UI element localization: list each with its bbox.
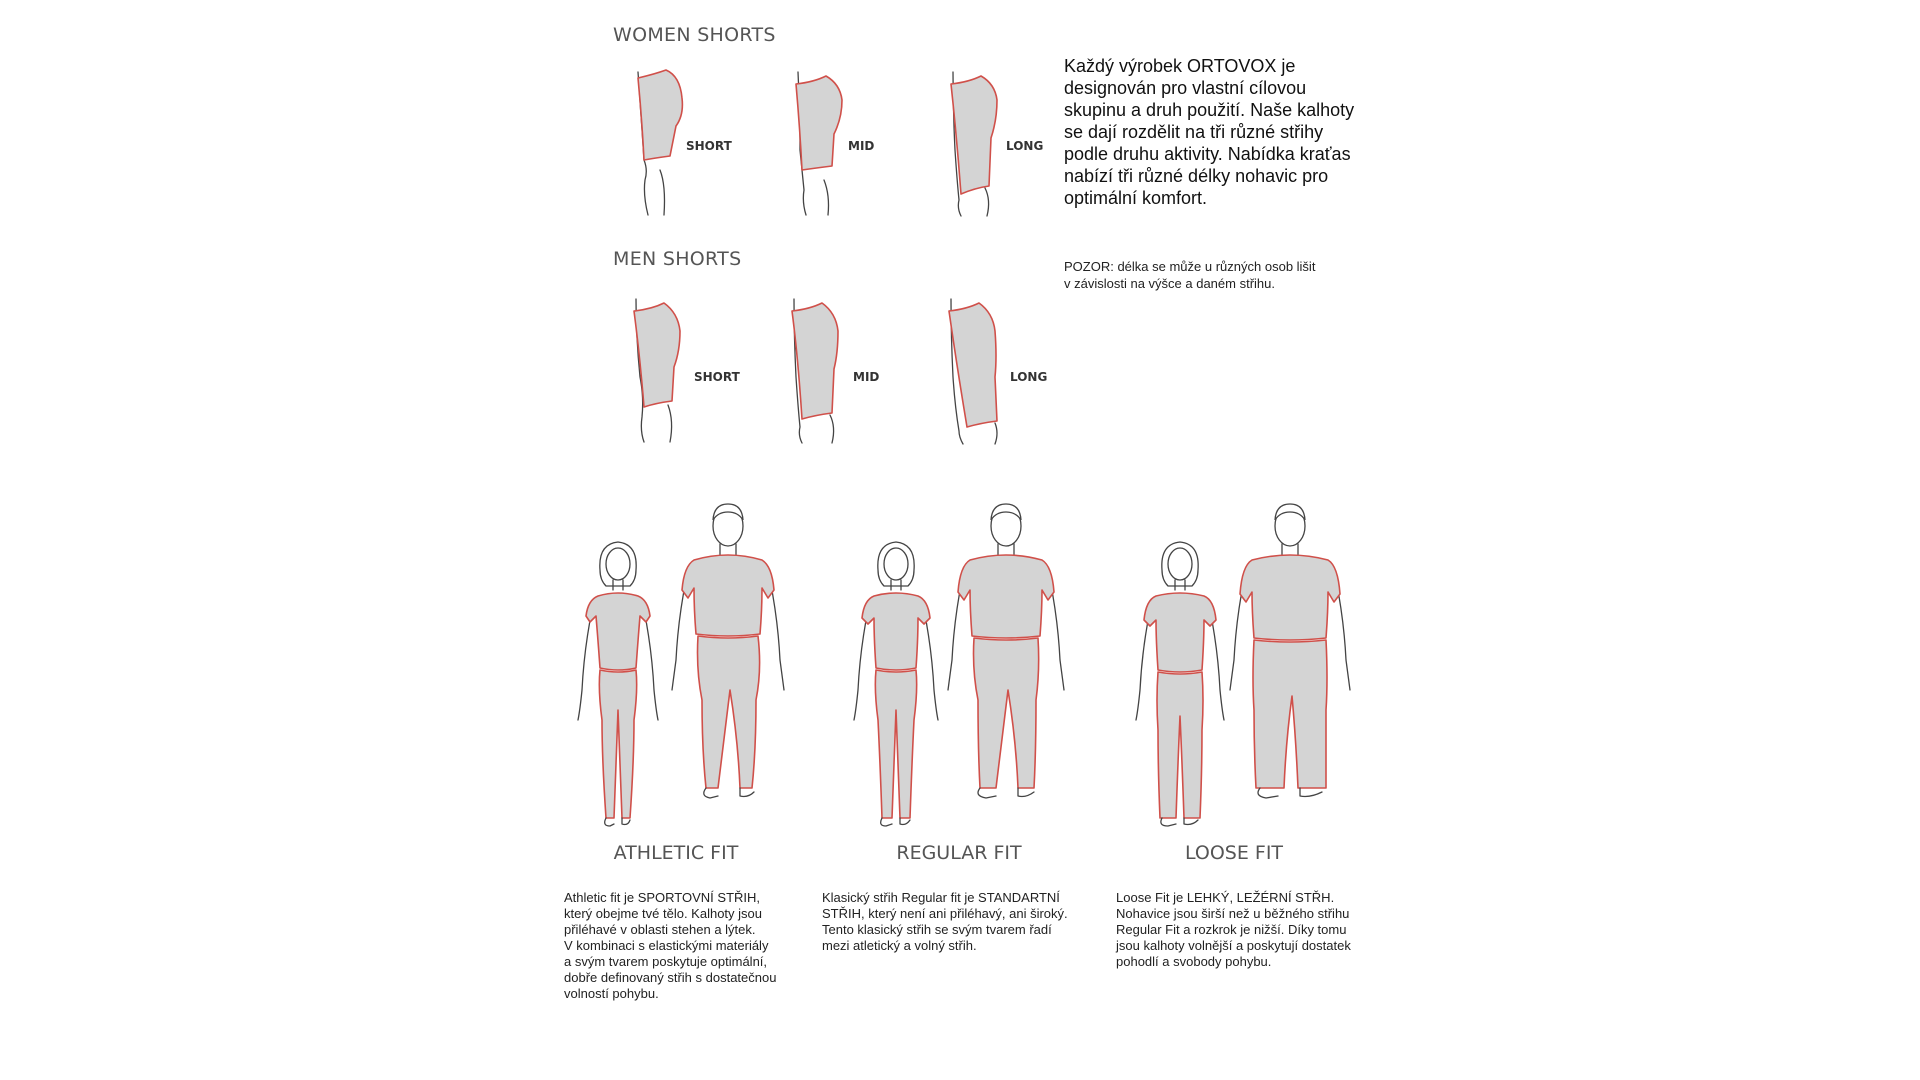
athletic-line-3: přiléhavé v oblasti stehen a lýtek. xyxy=(564,922,756,937)
regular-fit-man-figure xyxy=(946,500,1066,805)
women-shorts-title: WOMEN SHORTS xyxy=(613,24,776,46)
athletic-fit-man-figure xyxy=(668,500,788,805)
loose-line-2: Nohavice jsou širší než u běžného střihu xyxy=(1116,906,1350,921)
regular-line-3: Tento klasický střih se svým tvarem řadí xyxy=(822,922,1052,937)
athletic-line-4: V kombinaci s elastickými materiály xyxy=(564,938,769,953)
women-long-label: LONG xyxy=(1006,139,1044,153)
athletic-line-2: který obejme tvé tělo. Kalhoty jsou xyxy=(564,906,762,921)
length-note xyxy=(1064,258,1364,292)
athletic-fit-description xyxy=(564,890,804,1002)
men-long-label: LONG xyxy=(1010,370,1048,384)
loose-line-1: Loose Fit je LEHKÝ, LEŽÉRNÍ STŘH. xyxy=(1116,890,1335,905)
loose-fit-woman-figure xyxy=(1130,540,1230,830)
intro-paragraph: Každý výrobek ORTOVOX je designován pro vlastní cílovou skupinu a druh použití. Naše kalhoty se dají rozdělit na tři různé střihy podle druhu aktivity. Nabídka kraťas nabízí tři různé délky nohavic pro optimální komfort. xyxy=(1064,56,1355,208)
regular-line-4: mezi atletický a volný střih. xyxy=(822,938,977,953)
athletic-line-6: dobře definovaný střih s dostatečnou xyxy=(564,970,777,985)
regular-line-1: Klasický střih Regular fit je STANDARTNÍ xyxy=(822,890,1060,905)
loose-fit-title: LOOSE FIT xyxy=(1184,842,1284,864)
loose-line-4: jsou kalhoty volnější a poskytují dostatek xyxy=(1116,938,1351,953)
regular-line-2: STŘIH, který není ani přiléhavý, ani široký. xyxy=(822,906,1068,921)
athletic-fit-woman-figure xyxy=(568,540,668,830)
length-note-line-2: v závislosti na výšce a daném střihu. xyxy=(1064,276,1275,291)
regular-fit-description xyxy=(822,890,1112,954)
length-note-line-1: POZOR: délka se může u různých osob lišit xyxy=(1064,259,1316,274)
loose-fit-man-figure xyxy=(1230,500,1350,805)
athletic-line-7: volností pohybu. xyxy=(564,986,659,1001)
regular-fit-woman-figure xyxy=(846,540,946,830)
loose-line-5: pohodlí a svobody pohybu. xyxy=(1116,954,1272,969)
men-shorts-title: MEN SHORTS xyxy=(613,248,742,270)
men-mid-label: MID xyxy=(853,370,880,384)
loose-line-3: Regular Fit a rozkrok je nižší. Díky tomu xyxy=(1116,922,1347,937)
women-mid-label: MID xyxy=(848,139,875,153)
athletic-line-1: Athletic fit je SPORTOVNÍ STŘIH, xyxy=(564,890,761,905)
women-short-label: SHORT xyxy=(686,139,732,153)
athletic-line-5: a svým tvarem poskytuje optimální, xyxy=(564,954,768,969)
regular-fit-title: REGULAR FIT xyxy=(896,842,1022,864)
athletic-fit-title: ATHLETIC FIT xyxy=(613,842,739,864)
loose-fit-description xyxy=(1116,890,1396,970)
men-short-label: SHORT xyxy=(694,370,740,384)
